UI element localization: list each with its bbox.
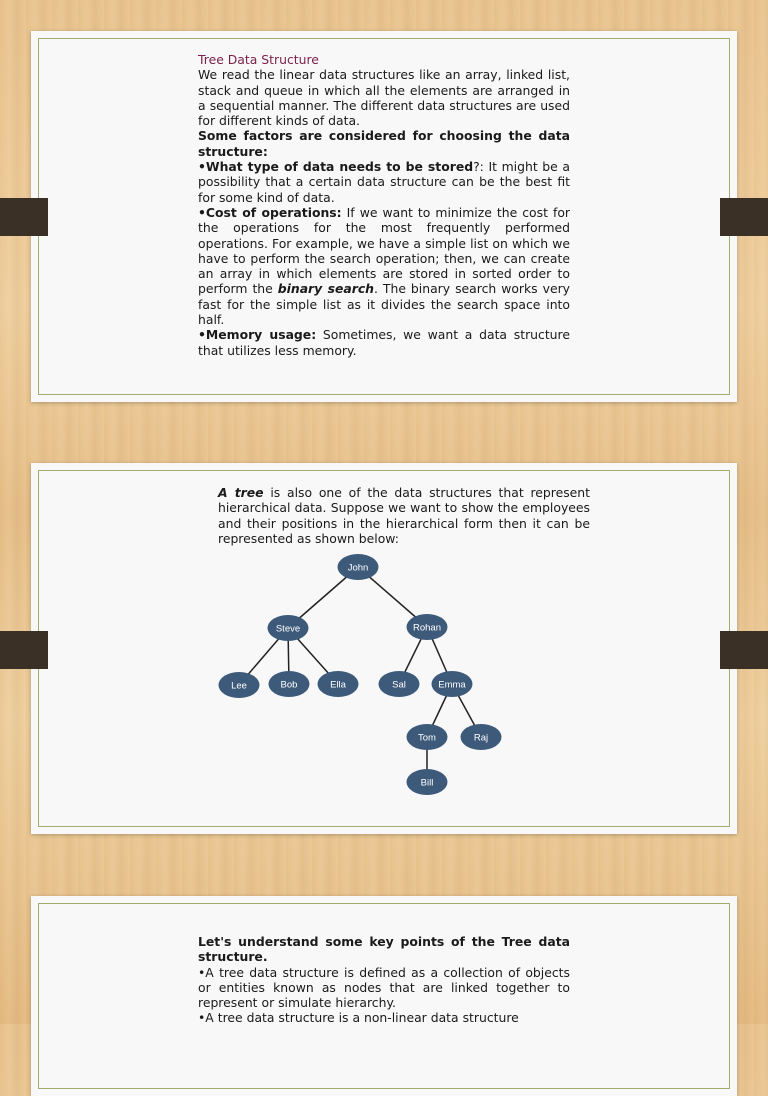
slide-2-text	[218, 485, 590, 546]
slide-2-right-tab	[720, 631, 768, 669]
node-bill	[407, 769, 448, 795]
factors-heading: Some factors are considered for choosing the data structure:	[198, 128, 570, 159]
binary-search-emphasis: binary search	[277, 281, 374, 297]
node-rohan	[407, 614, 448, 640]
tree-definition	[218, 485, 590, 546]
tree-emphasis: A tree	[218, 485, 264, 500]
key-point-2: •A tree data structure is a non-linear data structure	[198, 1010, 519, 1026]
node-label: Bill	[420, 777, 434, 789]
node-sal	[379, 671, 420, 697]
node-john	[338, 554, 379, 580]
node-tom	[407, 724, 448, 750]
key-points-heading: Let's understand some key points of the Tree data structure.	[198, 934, 570, 965]
tree-nodes	[219, 554, 502, 795]
factor-label: •Memory usage:	[198, 327, 317, 343]
factor-text: ?: It might be a possibility that a certain data structure can be the best fit for some kind of data.	[198, 159, 570, 205]
key-point-1: •A tree data structure is defined as a collection of objects or entities known as nodes that are linked together to represent or simulate hierarchy.	[198, 964, 570, 1011]
factor-item-memory	[198, 327, 570, 358]
intro-paragraph: We read the linear data structures like an array, linked list, stack and queue in which all the elements are arranged in a sequential manner. The different data structures are used for different kinds of data.	[198, 67, 570, 129]
slide-title: Tree Data Structure	[198, 52, 319, 67]
node-label: Steve	[275, 623, 301, 635]
factor-label: •What type of data needs to be stored	[198, 159, 474, 175]
node-label: Emma	[438, 679, 466, 691]
factor-item-cost	[198, 205, 570, 327]
employee-tree-diagram	[210, 548, 510, 804]
factor-label: •Cost of operations:	[198, 204, 342, 220]
factor-text: . The binary search works very fast for the simple list as it divides the search space into half.	[198, 281, 570, 328]
factor-item-data-type	[198, 159, 570, 205]
slide-1-text	[198, 52, 570, 358]
node-label: Bob	[280, 679, 298, 691]
node-label: Lee	[231, 680, 247, 692]
node-ella	[318, 671, 359, 697]
slide-2-left-tab	[0, 631, 48, 669]
slide-3-text	[198, 934, 570, 1026]
node-label: Tom	[418, 732, 436, 744]
slide-1-left-tab	[0, 198, 48, 236]
node-label: Sal	[392, 679, 406, 691]
node-label: Ella	[330, 679, 346, 691]
factor-text: Sometimes, we want a data structure that utilizes less memory.	[198, 327, 570, 358]
node-label: Rohan	[413, 622, 441, 634]
node-emma	[432, 671, 473, 697]
slide-1-right-tab	[720, 198, 768, 236]
node-bob	[269, 671, 310, 697]
factor-text: If we want to minimize the cost for the operations for the most frequently performed operations. For example, we have a simple list on which we have to perform the search operation; then, we can create an array in which elements are stored in sorted order to perform the	[198, 204, 570, 297]
node-raj	[461, 724, 502, 750]
node-label: John	[347, 562, 369, 574]
node-label: Raj	[473, 732, 489, 744]
node-lee	[219, 672, 260, 698]
node-steve	[268, 615, 309, 641]
tree-definition-text: is also one of the data structures that represent hierarchical data. Suppose we want to show the employees and their positions in the hierarchical form then it can be represented as shown below:	[218, 485, 590, 546]
